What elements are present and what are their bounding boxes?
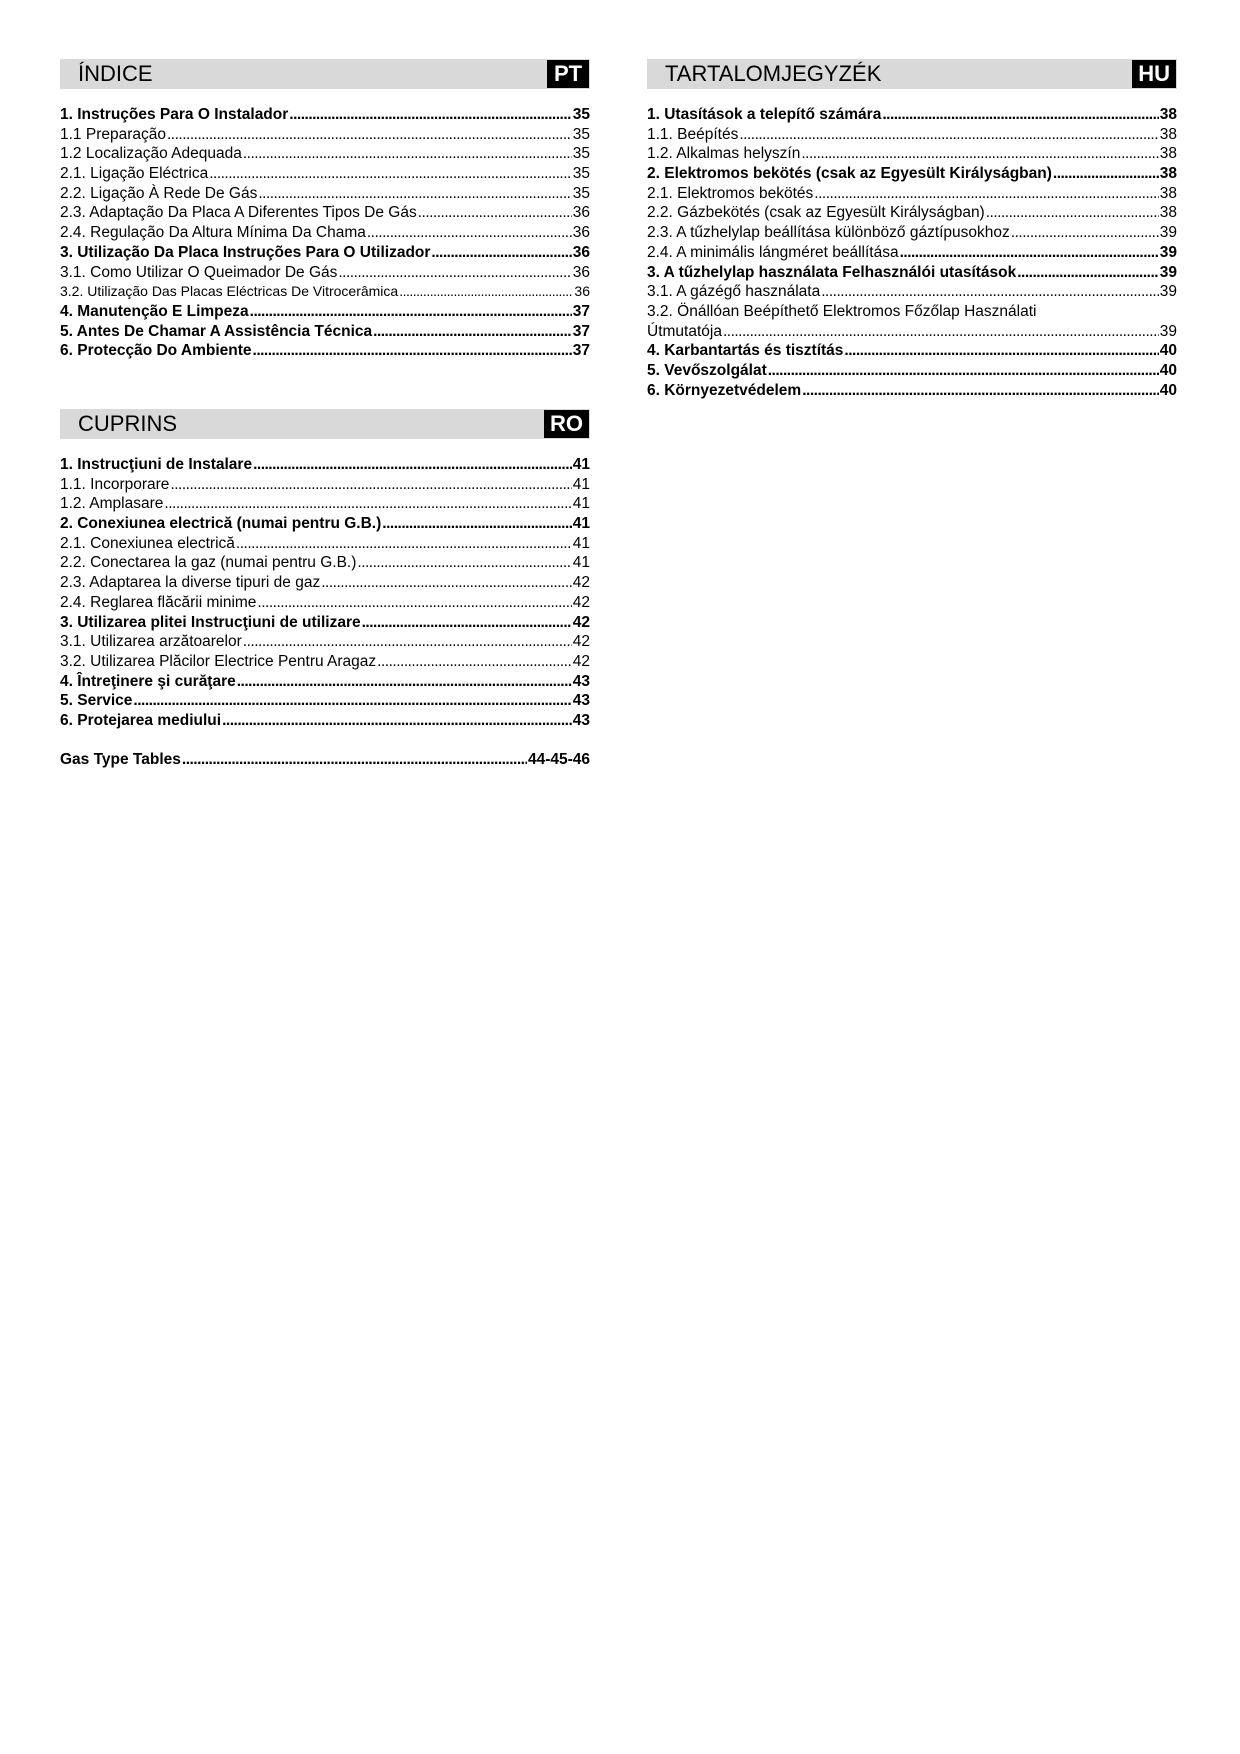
toc-row[interactable] <box>647 164 1177 184</box>
toc-row[interactable] <box>60 593 590 613</box>
toc-row[interactable] <box>60 144 590 164</box>
toc-entry-page: 40 <box>1159 361 1177 379</box>
toc-leader-dots <box>133 691 571 711</box>
toc-entry-page: 39 <box>1159 243 1177 261</box>
toc-entry-text: 2.4. A minimális lángméret beállítása <box>647 243 899 261</box>
toc-entry-text: 3.1. Utilizarea arzătoarelor <box>60 633 242 651</box>
toc-entry-page: 36 <box>572 263 590 281</box>
toc-leader-dots <box>253 341 572 361</box>
toc-entry-text: 2.4. Regulação Da Altura Mínima Da Chama <box>60 224 366 242</box>
toc-leader-dots <box>739 125 1158 145</box>
toc-entry-page: 38 <box>1159 106 1177 123</box>
toc-entry-page: 38 <box>1159 145 1177 163</box>
toc-leader-dots <box>170 475 571 495</box>
toc-entry-text: 1.2. Alkalmas helyszín <box>647 145 801 163</box>
toc-leader-dots <box>257 593 571 613</box>
toc-entry-text: 2.2. Conectarea la gaz (numai pentru G.B.) <box>60 554 357 572</box>
toc-entry-text: 3.2. Önállóan Beépíthető Elektromos Főzőlap Használati <box>647 302 1037 320</box>
toc-entry-page: 39 <box>1159 224 1177 242</box>
toc-leader-dots <box>362 613 572 633</box>
toc-entry-text: 4. Manutenção E Limpeza <box>60 302 249 320</box>
toc-entry-text: 3.2. Utilizarea Plăcilor Electrice Pentru Aragaz <box>60 652 377 670</box>
toc-row[interactable] <box>60 223 590 243</box>
toc-row[interactable] <box>60 243 590 263</box>
toc-row[interactable] <box>60 632 590 652</box>
toc-row[interactable] <box>647 125 1177 145</box>
toc-entry-text: Útmutatója <box>647 322 722 340</box>
toc-row[interactable] <box>60 514 590 534</box>
toc-entry-text: 2. Conexiunea electrică (numai pentru G.B.) <box>60 515 382 533</box>
toc-leader-dots <box>431 243 571 263</box>
toc-entry-text: 2.2. Ligação À Rede De Gás <box>60 184 258 202</box>
toc-entry-text: 1.2 Localização Adequada <box>60 145 242 163</box>
toc-entry-text: 3. A tűzhelylap használata Felhasználói utasítások <box>647 263 1017 281</box>
toc-entry-text: 6. Környezetvédelem <box>647 381 802 399</box>
toc-entry-text: 2.1. Ligação Eléctrica <box>60 165 209 183</box>
toc-row[interactable] <box>647 263 1177 283</box>
toc-section-hu <box>647 59 1177 400</box>
toc-entry-page: 40 <box>1159 342 1177 360</box>
toc-leader-dots <box>373 322 572 342</box>
toc-entry-page: 42 <box>572 593 590 611</box>
section-title-pt: ÍNDICE <box>78 61 153 86</box>
toc-entry-page: 35 <box>572 184 590 202</box>
toc-entry-text: Gas Type Tables <box>60 751 181 768</box>
toc-leader-dots <box>1017 263 1159 283</box>
toc-leader-dots <box>236 534 572 554</box>
toc-entry-page: 38 <box>1159 125 1177 143</box>
toc-entry-page: 41 <box>572 515 590 533</box>
toc-entry-text: 3. Utilizarea plitei Instrucţiuni de utilizare <box>60 613 361 631</box>
toc-entry-text: 2.3. A tűzhelylap beállítása különböző gáztípusokhoz <box>647 224 1010 242</box>
toc-entry-page: 41 <box>572 495 590 513</box>
toc-leader-dots <box>222 711 572 731</box>
toc-entry-page: 35 <box>572 106 590 123</box>
gas-type-tables-entry <box>60 750 590 770</box>
toc-leader-dots <box>237 672 572 692</box>
toc-entry-text: 2.3. Adaptação Da Placa A Diferentes Tipos De Gás <box>60 204 417 222</box>
toc-leader-dots <box>338 263 571 283</box>
toc-leader-dots <box>882 105 1158 125</box>
toc-leader-dots <box>768 361 1159 381</box>
toc-row[interactable] <box>647 144 1177 164</box>
toc-entry-page: 43 <box>572 711 590 729</box>
language-badge-pt: PT <box>547 60 589 88</box>
toc-leader-dots <box>258 184 571 204</box>
section-header-pt <box>60 59 590 89</box>
toc-entry-page: 41 <box>572 475 590 493</box>
toc-entry-page: 39 <box>1159 283 1177 301</box>
toc-row[interactable] <box>647 282 1177 302</box>
toc-leader-dots <box>289 105 571 125</box>
toc-leader-dots <box>1053 164 1159 184</box>
toc-row[interactable] <box>647 322 1177 342</box>
toc-row[interactable] <box>60 494 590 514</box>
toc-leader-dots <box>209 164 572 184</box>
toc-row[interactable] <box>60 573 590 593</box>
toc-entry-text: 1. Instrucţiuni de Instalare <box>60 456 253 473</box>
toc-row[interactable] <box>60 613 590 633</box>
toc-entry-text: 4. Întreţinere şi curăţare <box>60 672 236 690</box>
toc-entry-page: 35 <box>572 125 590 143</box>
toc-entry-page: 42 <box>572 633 590 651</box>
toc-entry-page: 40 <box>1159 381 1177 399</box>
toc-entry-page: 35 <box>572 165 590 183</box>
toc-entry-text: 5. Antes De Chamar A Assistência Técnica <box>60 322 373 340</box>
toc-row[interactable] <box>60 203 590 223</box>
toc-leader-dots <box>382 514 571 534</box>
toc-entry-page: 37 <box>572 342 590 360</box>
language-badge-ro: RO <box>544 410 589 438</box>
toc-list-hu <box>647 105 1177 400</box>
section-title-ro: CUPRINS <box>78 411 178 436</box>
toc-row[interactable] <box>60 672 590 692</box>
toc-entry-page: 43 <box>572 672 590 690</box>
toc-row[interactable] <box>647 243 1177 263</box>
toc-row[interactable] <box>60 184 590 204</box>
toc-leader-dots <box>243 632 572 652</box>
toc-row[interactable] <box>647 105 1177 125</box>
toc-entry-page: 37 <box>572 322 590 340</box>
toc-entry-page: 36 <box>574 283 590 300</box>
toc-row[interactable] <box>60 750 590 770</box>
toc-list-ro <box>60 455 590 731</box>
toc-row[interactable] <box>647 203 1177 223</box>
toc-entry-page: 42 <box>572 613 590 631</box>
toc-leader-dots <box>357 553 571 573</box>
toc-entry-page: 35 <box>572 145 590 163</box>
toc-entry-text: 3.2. Utilização Das Placas Eléctricas De Vitrocerâmica <box>60 283 399 300</box>
toc-row[interactable] <box>647 381 1177 401</box>
toc-leader-dots <box>801 144 1158 164</box>
toc-leader-dots <box>844 341 1158 361</box>
toc-leader-dots <box>986 203 1159 223</box>
toc-leader-dots <box>164 494 571 514</box>
section-header-hu <box>647 59 1177 89</box>
toc-entry-text: 1. Instruções Para O Instalador <box>60 106 289 123</box>
toc-leader-dots <box>367 223 572 243</box>
toc-entry-text: 1.2. Amplasare <box>60 495 164 513</box>
toc-entry-text: 2.4. Reglarea flăcării minime <box>60 593 257 611</box>
language-badge-hu: HU <box>1132 60 1176 88</box>
toc-entry-text: 3.1. Como Utilizar O Queimador De Gás <box>60 263 338 281</box>
toc-leader-dots <box>814 184 1158 204</box>
toc-entry-page: 36 <box>572 204 590 222</box>
toc-entry-text: 1. Utasítások a telepítő számára <box>647 106 882 123</box>
section-header-ro <box>60 409 590 439</box>
toc-row[interactable] <box>647 302 1177 322</box>
toc-row[interactable] <box>60 322 590 342</box>
toc-entry-page: 36 <box>572 243 590 261</box>
toc-leader-dots <box>418 203 572 223</box>
toc-leader-dots <box>399 282 573 302</box>
toc-row[interactable] <box>647 361 1177 381</box>
toc-leader-dots <box>243 144 572 164</box>
toc-leader-dots <box>182 750 527 770</box>
toc-row[interactable] <box>60 534 590 554</box>
toc-leader-dots <box>167 125 572 145</box>
toc-entry-text: 4. Karbantartás és tisztítás <box>647 342 844 360</box>
toc-entry-text: 6. Protejarea mediului <box>60 711 222 729</box>
toc-entry-page: 39 <box>1159 322 1177 340</box>
toc-entry-page: 38 <box>1159 184 1177 202</box>
toc-row[interactable] <box>60 341 590 361</box>
toc-leader-dots <box>321 573 572 593</box>
toc-leader-dots <box>723 322 1159 342</box>
toc-row[interactable] <box>60 455 590 475</box>
toc-entry-text: 2.2. Gázbekötés (csak az Egyesült Királyságban) <box>647 204 985 222</box>
toc-entry-page: 42 <box>572 652 590 670</box>
toc-entry-page: 41 <box>572 456 590 473</box>
toc-entry-text: 6. Protecção Do Ambiente <box>60 342 252 360</box>
toc-row[interactable] <box>60 475 590 495</box>
toc-row[interactable] <box>60 711 590 731</box>
toc-entry-text: 2.1. Conexiunea electrică <box>60 534 235 552</box>
toc-entry-text: 1.1 Preparação <box>60 125 166 143</box>
toc-row[interactable] <box>647 184 1177 204</box>
toc-entry-page: 38 <box>1159 165 1177 183</box>
toc-row[interactable] <box>60 105 590 125</box>
toc-entry-text: 3.1. A gázégő használata <box>647 283 821 301</box>
toc-leader-dots <box>253 455 572 475</box>
toc-leader-dots <box>377 652 572 672</box>
toc-leader-dots <box>1011 223 1159 243</box>
toc-row[interactable] <box>60 282 590 302</box>
toc-row[interactable] <box>647 223 1177 243</box>
toc-list-pt <box>60 105 590 361</box>
toc-entry-text: 1.1. Incorporare <box>60 475 170 493</box>
toc-entry-page: 44-45-46 <box>527 751 590 768</box>
toc-entry-text: 5. Service <box>60 692 133 710</box>
toc-leader-dots <box>900 243 1159 263</box>
toc-leader-dots <box>802 381 1159 401</box>
toc-entry-text: 5. Vevőszolgálat <box>647 361 767 379</box>
toc-entry-page: 41 <box>572 554 590 572</box>
toc-leader-dots <box>250 302 572 322</box>
section-title-hu: TARTALOMJEGYZÉK <box>665 61 882 86</box>
toc-entry-text: 2. Elektromos bekötés (csak az Egyesült Királyságban) <box>647 165 1052 183</box>
toc-entry-page: 41 <box>572 534 590 552</box>
toc-row[interactable] <box>60 652 590 672</box>
toc-row[interactable] <box>60 691 590 711</box>
toc-entry-page: 42 <box>572 574 590 592</box>
toc-row[interactable] <box>60 553 590 573</box>
toc-entry-page: 38 <box>1159 204 1177 222</box>
toc-entry-page: 43 <box>572 692 590 710</box>
toc-entry-page: 36 <box>572 224 590 242</box>
toc-leader-dots <box>821 282 1159 302</box>
toc-entry-page: 37 <box>572 302 590 320</box>
toc-entry-text: 2.3. Adaptarea la diverse tipuri de gaz <box>60 574 321 592</box>
toc-entry-text: 2.1. Elektromos bekötés <box>647 184 814 202</box>
toc-entry-text: 3. Utilização Da Placa Instruções Para O Utilizador <box>60 243 431 261</box>
toc-row[interactable] <box>60 125 590 145</box>
toc-section-pt <box>60 59 590 361</box>
toc-row[interactable] <box>60 302 590 322</box>
toc-row[interactable] <box>647 341 1177 361</box>
toc-entry-page: 39 <box>1159 263 1177 281</box>
toc-section-ro <box>60 409 590 731</box>
toc-row[interactable] <box>60 263 590 283</box>
toc-row[interactable] <box>60 164 590 184</box>
toc-entry-text: 1.1. Beépítés <box>647 125 739 143</box>
